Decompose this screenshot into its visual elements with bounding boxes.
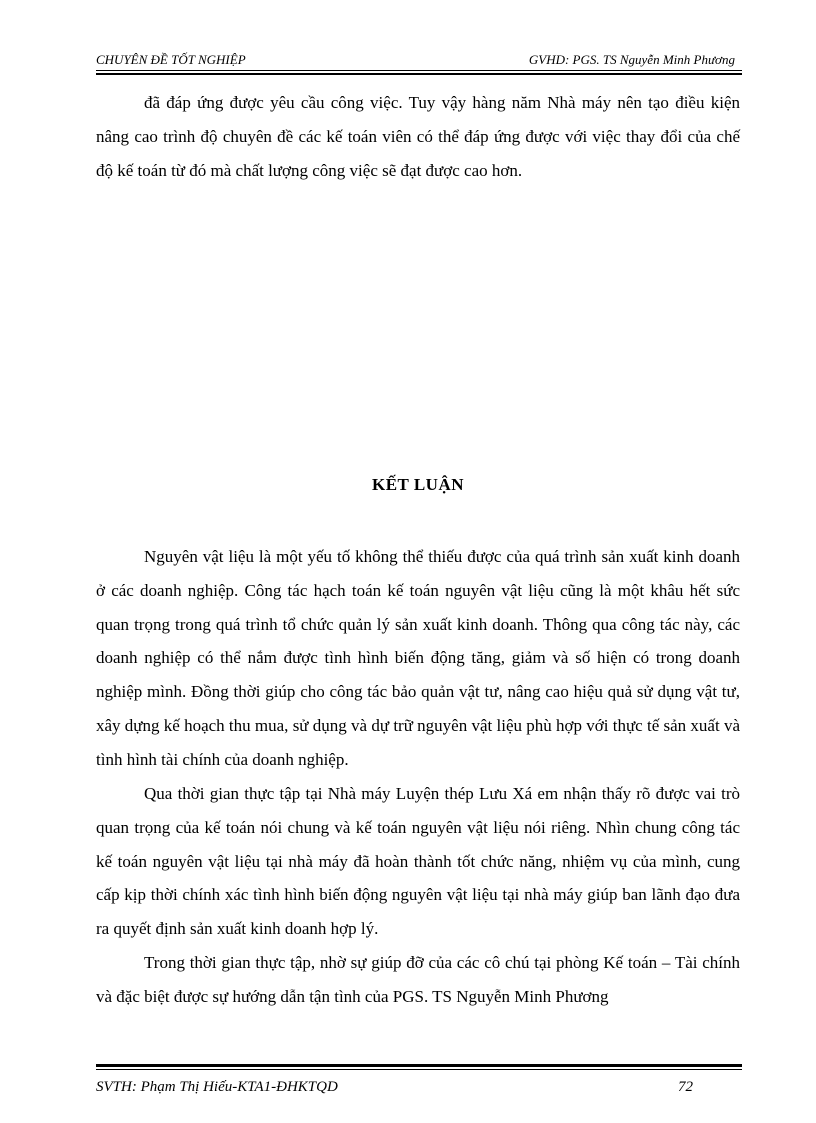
header-right-advisor: GVHD: PGS. TS Nguyễn Minh Phương <box>528 52 735 67</box>
body-paragraph-4: Trong thời gian thực tập, nhờ sự giúp đỡ của các cô chú tại phòng Kế toán – Tài chính và đặc biệt được sự hướng dẫn tận tình của PGS. TS Nguyễn Minh Phương <box>96 953 740 1006</box>
body-paragraph-1: đã đáp ứng được yêu cầu công việc. Tuy vậy hàng năm Nhà máy nên tạo điều kiện nâng cao trình độ chuyên đề các kế toán viên có thể đáp ứng được với việc thay đổi của chế độ kế toán từ đó mà chất lượng công việc sẽ đạt được cao hơn. <box>96 93 740 180</box>
header-left-title: CHUYÊN ĐỀ TỐT NGHIỆP <box>96 52 246 67</box>
footer-student-info: SVTH: Phạm Thị Hiếu-KTA1-ĐHKTQD <box>96 1079 338 1095</box>
body-paragraph-2: Nguyên vật liệu là một yếu tố không thể thiếu được của quá trình sản xuất kinh doanh ở các doanh nghiệp. Công tác hạch toán kế toán nguyên vật liệu cũng là một khâu hết sức quan trọng trong quá trình tổ chức quản lý sản xuất kinh doanh. Thông qua công tác này, các doanh nghiệp có thể nắm được tình hình biến động tăng, giảm và số hiện có trong doanh nghiệp mình. Đồng thời giúp cho công tác bảo quản vật tư, nâng cao hiệu quả sử dụng vật tư, xây dựng kế hoạch thu mua, sử dụng và dự trữ nguyên vật liệu phù hợp với thực tế sản xuất và tình hình tài chính của doanh nghiệp. <box>96 547 740 769</box>
page-number: 72 <box>678 1079 693 1095</box>
header-rule <box>96 70 742 75</box>
body-paragraph-3: Qua thời gian thực tập tại Nhà máy Luyện thép Lưu Xá em nhận thấy rõ được vai trò quan trọng của kế toán nói chung và kế toán nguyên vật liệu nói riêng. Nhìn chung công tác kế toán nguyên vật liệu tại nhà máy đã hoàn thành tốt chức năng, nhiệm vụ của mình, cung cấp kịp thời chính xác tình hình biến động nguyên vật liệu tại nhà máy giúp ban lãnh đạo đưa ra quyết định sản xuất kinh doanh hợp lý. <box>96 784 740 939</box>
section-title: KẾT LUẬN <box>371 475 464 494</box>
footer-rule <box>96 1064 742 1070</box>
